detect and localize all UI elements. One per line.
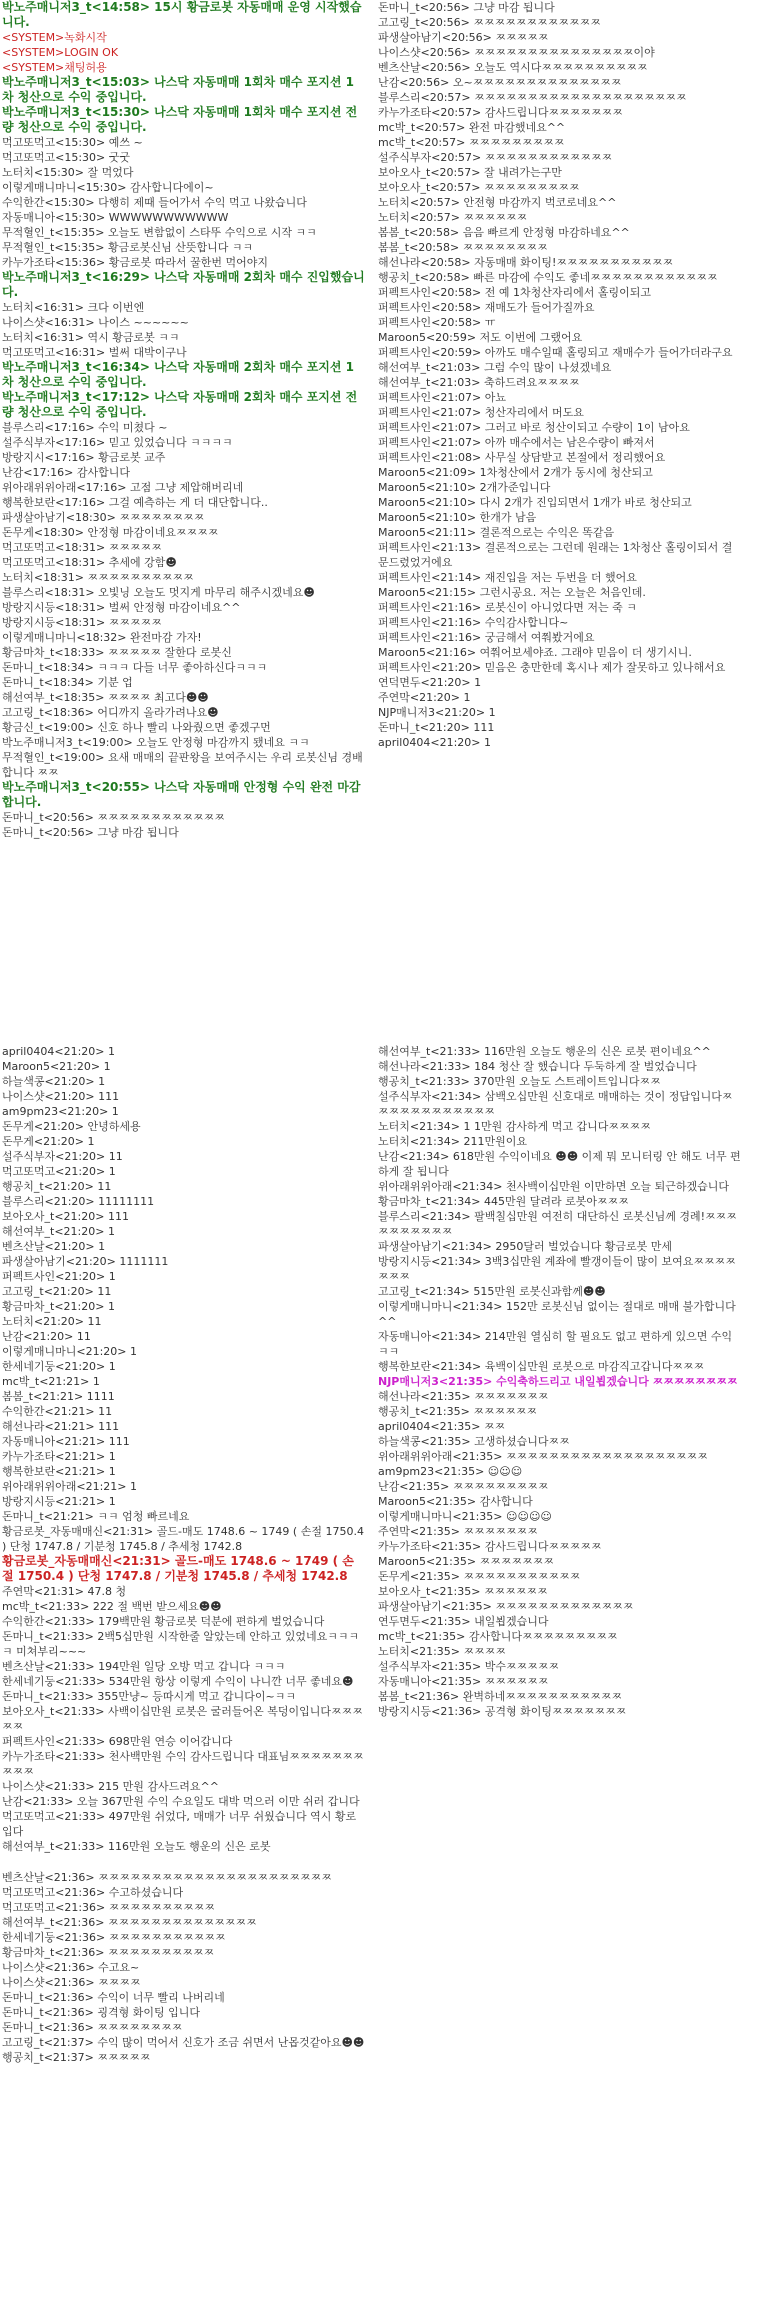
- chat-message: Maroon5<21:10> 2개가준입니다: [378, 481, 551, 494]
- chat-message: 먹고또먹고<21:36> 수고하셨습니다: [2, 1886, 184, 1899]
- chat-message: 해선여부_t<21:33> 116만원 오늘도 행운의 신은 로봇 편이네요^^: [378, 1045, 711, 1058]
- chat-message: 보아오사_t<21:35> ㅉㅉㅉㅉㅉㅉ: [378, 1585, 548, 1598]
- chat-message: 고고링_t<21:34> 515만원 로봇신과함께☻☻: [378, 1285, 606, 1298]
- chat-message: 나이스샷<16:31> 나이스 ~~~~~~: [2, 316, 189, 329]
- chat-message: 카누가조타<21:35> 감사드립니다ㅉㅉㅉㅉㅉ: [378, 1540, 602, 1553]
- chat-message: 먹고또먹고<21:36> ㅉㅉㅉㅉㅉㅉㅉㅉㅉㅉ: [2, 1901, 216, 1914]
- chat-message: NJP매니저3<21:35> 수익축하드리고 내일뵙겠습니다 ㅉㅉㅉㅉㅉㅉㅉㅉ: [378, 1375, 738, 1388]
- chat-message: 박노주매니저3_t<16:29> 나스닥 자동매매 2회차 매수 진입했습니다.: [2, 270, 365, 299]
- chat-message: Maroon5<20:59> 저도 이번에 그랬어요: [378, 331, 583, 344]
- chat-message: 벤츠산날<21:20> 1: [2, 1240, 106, 1253]
- chat-message: 블루스리<18:31> 오빛닝 오늘도 멋지게 마무리 해주시겠네요☻: [2, 586, 315, 599]
- chat-message: 퍼펙트사인<21:07> 그러고 바로 청산이되고 수량이 1이 남아요: [378, 421, 690, 434]
- chat-panel-2[interactable]: [376, 0, 741, 750]
- chat-message: 설주식부자<21:34> 삼백오십만원 신호대로 매매하는 것이 정답입니다ㅉㅉㅉㅉㅉㅉㅉㅉㅉㅉㅉㅉ: [378, 1090, 733, 1118]
- chat-message: 수익한간<15:30> 다행히 제때 들어가서 수익 먹고 나왔습니다: [2, 196, 307, 209]
- chat-message: 해선나라<21:33> 184 청산 잘 했습니다 두둑하게 잘 벌었습니다: [378, 1060, 697, 1073]
- chat-message: 하늘색콩<21:35> 고생하셨습니다ㅉㅉ: [378, 1435, 570, 1448]
- chat-message: 해선나라<20:58> 자동매매 화이팅!ㅉㅉㅉㅉㅉㅉㅉㅉㅉㅉㅉ: [378, 256, 674, 269]
- chat-message: 먹고또먹고<21:33> 497만원 쉬었다, 매매가 너무 쉬웠습니다 역시 황로입다: [2, 1810, 357, 1838]
- chat-message: 수익한간<21:33> 179백만원 황금로봇 덕분에 편하게 벌었습니다: [2, 1615, 325, 1628]
- chat-message: 행공치_t<21:37> ㅉㅉㅉㅉㅉ: [2, 2051, 151, 2064]
- chat-message: 주연막<21:31> 47.8 청: [2, 1585, 127, 1598]
- chat-message: 위아래위위아래<21:21> 1: [2, 1480, 138, 1493]
- chat-message: 돈마니_t<21:20> 111: [378, 721, 495, 734]
- chat-message: 행공치_t<21:20> 11: [2, 1180, 112, 1193]
- chat-message: 돈무게<18:30> 안정형 마감이네요ㅉㅉㅉㅉ: [2, 526, 219, 539]
- chat-message: 블루스리<17:16> 수익 미쳤다 ~: [2, 421, 168, 434]
- chat-message: 난감<21:34> 618만원 수익이네요 ☻☻ 이제 뭐 모니터링 안 해도 너무 편하게 잘 됩니다: [378, 1150, 741, 1178]
- chat-message: 블루스리<20:57> ㅉㅉㅉㅉㅉㅉㅉㅉㅉㅉㅉㅉㅉㅉㅉㅉㅉㅉㅉㅉ: [378, 91, 687, 104]
- chat-message: 노터치<20:57> ㅉㅉㅉㅉㅉㅉ: [378, 211, 528, 224]
- chat-message: 이렇게매니마니<21:20> 1: [2, 1345, 138, 1358]
- chat-panel-1[interactable]: [0, 0, 365, 840]
- chat-message: 고고링_t<21:37> 수익 많이 먹어서 신호가 조금 쉬면서 난몹것같아요☻☻: [2, 2036, 365, 2049]
- chat-message: Maroon5<21:35> 감사합니다: [378, 1495, 533, 1508]
- chat-message: 무적혈인_t<19:00> 요새 매매의 끝판왕을 보여주시는 우리 로봇신님 경배합니다 ㅉㅉ: [2, 751, 363, 779]
- chat-message: 카누가조타<15:36> 황금로봇 따라서 꿀한번 먹어야지: [2, 256, 269, 269]
- chat-message: 난감<20:56> 오~ㅉㅉㅉㅉㅉㅉㅉㅉㅉㅉㅉㅉㅉㅉ: [378, 76, 622, 89]
- chat-message: 퍼펙트사인<21:20> 믿음은 충만한데 혹시나 제가 잘못하고 있나해서요: [378, 661, 726, 674]
- chat-message: 블루스리<21:20> 11111111: [2, 1195, 155, 1208]
- chat-message: 돈마니_t<21:36> 수익이 너무 빨리 나버리네: [2, 1991, 225, 2004]
- chat-message: 돈무게<21:20> 안녕하세용: [2, 1120, 141, 1133]
- chat-message: 박노주매니저3_t<20:55> 나스닥 자동매매 안정형 수익 완전 마감합니다.: [2, 780, 361, 809]
- chat-message: 황금마차_t<18:33> ㅉㅉㅉㅉㅉ 잘한다 로봇신: [2, 646, 232, 659]
- chat-message: 나이스샷<21:33> 215 만원 감사드려요^^: [2, 1780, 219, 1793]
- chat-message: 해선여부_t<18:35> ㅉㅉㅉㅉ 최고다☻☻: [2, 691, 209, 704]
- chat-message: 돈마니_t<21:33> 355만냥~ 등따시게 먹고 갑니다이~ㅋㅋ: [2, 1690, 297, 1703]
- chat-message: 퍼펙트사인<21:16> 궁금해서 여쭤봤거에요: [378, 631, 595, 644]
- chat-message: 벤츠산날<20:56> 오늘도 역시다ㅉㅉㅉㅉㅉㅉㅉㅉㅉㅉ: [378, 61, 648, 74]
- chat-message: 돈마니_t<21:33> 2백5십만원 시작한줄 알았는데 안하고 있었네요ㅋㅋㅋㅋ 미쳐부리~~~: [2, 1630, 360, 1658]
- chat-message: 해선나라<21:35> ㅉㅉㅉㅉㅉㅉㅉ: [378, 1390, 549, 1403]
- chat-message: 이렇게매니마니<21:35> ☺☺☺☺: [378, 1510, 552, 1523]
- chat-message: 황금마차_t<21:34> 445만원 달려라 로봇아ㅉㅉㅉ: [378, 1195, 629, 1208]
- chat-message: Maroon5<21:09> 1차청산에서 2개가 동시에 청산되고: [378, 466, 653, 479]
- chat-message: 노터치<21:34> 1 1만원 감사하게 먹고 갑니다ㅉㅉㅉㅉ: [378, 1120, 651, 1133]
- chat-message: 보아오사_t<21:33> 사백이십만원 로봇은 굴러들어온 복덩이입니다ㅉㅉㅉㅉㅉ: [2, 1705, 363, 1733]
- chat-message: 방랑지시등<21:34> 3백3십만원 계좌에 빨갱이들이 많이 보여요ㅉㅉㅉㅉㅉㅉㅉ: [378, 1255, 736, 1283]
- chat-message: 나이스샷<21:36> ㅉㅉㅉㅉ: [2, 1976, 141, 1989]
- chat-message: 설주식부자<17:16> 믿고 있었습니다 ㅋㅋㅋㅋ: [2, 436, 233, 449]
- chat-message: 행복한보란<21:21> 1: [2, 1465, 116, 1478]
- chat-message: 황금로봇_자동매매신<21:31> 골드-매도 1748.6 ~ 1749 ( 손절 1750.4 ) 단청 1747.8 / 기분청 1745.8 / 추세청 1742.8: [2, 1525, 364, 1553]
- chat-message: 한세네기둥<21:20> 1: [2, 1360, 116, 1373]
- chat-message: mc박_t<20:57> 완전 마감했네요^^: [378, 121, 566, 134]
- chat-message: 위아래위위아래<21:35> ㅉㅉㅉㅉㅉㅉㅉㅉㅉㅉㅉㅉㅉㅉㅉㅉㅉㅉㅉ: [378, 1450, 708, 1463]
- chat-message: 나이스샷<21:36> 수고요~: [2, 1961, 140, 1974]
- chat-message: 노터치<20:57> 안전형 마감까지 벅코로네요^^: [378, 196, 617, 209]
- chat-gap: [0, 1854, 365, 1870]
- chat-message: 파생살아남기<20:56> ㅉㅉㅉㅉㅉ: [378, 31, 549, 44]
- chat-message: 자동매니아<21:34> 214만원 열심히 할 필요도 없고 편하게 있으면 수익ㅋㅋ: [378, 1330, 733, 1358]
- chat-message: 카누가조타<21:21> 1: [2, 1450, 116, 1463]
- chat-message: 노터치<16:31> 역시 황금로봇 ㅋㅋ: [2, 331, 180, 344]
- chat-message: mc박_t<21:35> 감사합니다ㅉㅉㅉㅉㅉㅉㅉㅉㅉ: [378, 1630, 618, 1643]
- chat-message: 퍼펙트사인<21:07> 아뇨: [378, 391, 507, 404]
- chat-message: 벤츠산날<21:36> ㅉㅉㅉㅉㅉㅉㅉㅉㅉㅉㅉㅉㅉㅉㅉㅉㅉㅉㅉㅉㅉㅉ: [2, 1871, 332, 1884]
- chat-message: 퍼펙트사인<21:07> 청산자리에서 머도요: [378, 406, 584, 419]
- chat-message: 설주식부자<20:57> ㅉㅉㅉㅉㅉㅉㅉㅉㅉㅉㅉㅉ: [378, 151, 613, 164]
- chat-message: 난감<21:33> 오늘 367만원 수익 수요일도 대박 먹으러 이만 쉬러 갑니다: [2, 1795, 360, 1808]
- chat-message: Maroon5<21:11> 결론적으로는 수익은 똑같음: [378, 526, 615, 539]
- chat-message: 퍼펙트사인<20:58> ㅠ: [378, 316, 496, 329]
- chat-message: 퍼펙트사인<21:20> 1: [2, 1270, 116, 1283]
- chat-message: 행복한보란<17:16> 그걸 예측하는 게 더 대단합니다..: [2, 496, 268, 509]
- chat-message: 위아래위위아래<17:16> 고점 그냥 제압해버리네: [2, 481, 244, 494]
- chat-message: 박노주매니저3_t<15:03> 나스닥 자동매매 1회차 매수 포지션 1차 청산으로 수익 중입니다.: [2, 75, 354, 104]
- chat-message: 돈마니_t<20:56> ㅉㅉㅉㅉㅉㅉㅉㅉㅉㅉㅉㅉ: [2, 811, 225, 824]
- chat-message: Maroon5<21:10> 다시 2개가 진입되면서 1개가 바로 청산되고: [378, 496, 692, 509]
- chat-message: 난감<21:20> 11: [2, 1330, 91, 1343]
- chat-message: 위아래위위아래<21:34> 천사백이십만원 이만하면 오늘 퇴근하겠습니다: [378, 1180, 730, 1193]
- chat-message: 파생살아남기<21:35> ㅉㅉㅉㅉㅉㅉㅉㅉㅉㅉㅉㅉㅉ: [378, 1600, 634, 1613]
- chat-message: 해선여부_t<21:20> 1: [2, 1225, 115, 1238]
- chat-message: 황금로봇_자동매매신<21:31> 골드-매도 1748.6 ~ 1749 ( 손절 1750.4 ) 단청 1747.8 / 기분청 1745.8 / 추세청 1742.8: [2, 1554, 354, 1583]
- chat-message: 난감<21:35> ㅉㅉㅉㅉㅉㅉㅉㅉㅉ: [378, 1480, 549, 1493]
- chat-message: 봄봄_t<20:58> 음음 빠르게 안정형 마감하네요^^: [378, 226, 630, 239]
- chat-message: 설주식부자<21:35> 박수ㅉㅉㅉㅉㅉ: [378, 1660, 560, 1673]
- chat-message: 노터치<21:20> 11: [2, 1315, 102, 1328]
- chat-message: 황금신_t<19:00> 신호 하나 빨리 나와줬으면 좋겠구먼: [2, 721, 271, 734]
- chat-message: 노터치<18:31> ㅉㅉㅉㅉㅉㅉㅉㅉㅉㅉ: [2, 571, 194, 584]
- chat-message: mc박_t<20:57> ㅉㅉㅉㅉㅉㅉㅉㅉㅉ: [378, 136, 565, 149]
- chat-message: 하늘색콩<21:20> 1: [2, 1075, 106, 1088]
- chat-message: 나이스샷<21:20> 111: [2, 1090, 120, 1103]
- chat-message: 퍼펙트사인<21:16> 수익감사합니다~: [378, 616, 569, 629]
- chat-message: 박노주매니저3_t<19:00> 오늘도 안정형 마감까지 됐네요 ㅋㅋ: [2, 736, 310, 749]
- chat-message: 주연막<21:20> 1: [378, 691, 471, 704]
- chat-message: 방랑지시등<18:31> 벌써 안정형 마감이네요^^: [2, 601, 241, 614]
- chat-message: 해선여부_t<21:03> 축하드려요ㅉㅉㅉㅉ: [378, 376, 580, 389]
- chat-message: 먹고또먹고<15:30> 예쓰 ~: [2, 136, 143, 149]
- chat-message: Maroon5<21:10> 한개가 남음: [378, 511, 537, 524]
- chat-message: 노터치<16:31> 크다 이번엔: [2, 301, 145, 314]
- chat-message: 퍼펙트사인<21:07> 아까 매수에서는 남은수량이 빠져서: [378, 436, 655, 449]
- chat-message: 돈마니_t<21:21> ㅋㅋ 엄청 빠르네요: [2, 1510, 190, 1523]
- chat-message: 행공치_t<21:35> ㅉㅉㅉㅉㅉㅉ: [378, 1405, 538, 1418]
- chat-message: 보아오사_t<20:57> 잘 내려가는구만: [378, 166, 562, 179]
- chat-message: 퍼펙트사인<21:14> 재진입을 저는 두번을 더 했어요: [378, 571, 637, 584]
- chat-message: 퍼펙트사인<20:59> 아까도 매수일때 홀링되고 재매수가 들어가더라구요: [378, 346, 733, 359]
- chat-message: Maroon5<21:20> 1: [2, 1060, 111, 1073]
- chat-message: 카누가조타<20:57> 감사드립니다ㅉㅉㅉㅉㅉㅉㅉ: [378, 106, 623, 119]
- chat-message: am9pm23<21:35> ☺☺☺: [378, 1465, 523, 1478]
- chat-message: 연덕면두<21:20> 1: [378, 676, 482, 689]
- chat-message: 돈무게<21:35> ㅉㅉㅉㅉㅉㅉㅉㅉㅉㅉㅉ: [378, 1570, 581, 1583]
- chat-message: 행공치_t<21:33> 370만원 오늘도 스트레이트입니다ㅉㅉ: [378, 1075, 661, 1088]
- chat-message: 방랑지시등<18:31> ㅉㅉㅉㅉㅉ: [2, 616, 162, 629]
- chat-message: 주연막<21:35> ㅉㅉㅉㅉㅉㅉㅉ: [378, 1525, 538, 1538]
- chat-message: 파생살아남기<21:20> 1111111: [2, 1255, 169, 1268]
- chat-message: 돈마니_t<20:56> 그냥 마감 됩니다: [2, 826, 179, 839]
- chat-message: 황금마차_t<21:20> 1: [2, 1300, 115, 1313]
- chat-message: 고고링_t<18:36> 어디까지 올라가려나요☻: [2, 706, 219, 719]
- chat-message: 돈마니_t<21:36> ㅉㅉㅉㅉㅉㅉㅉㅉ: [2, 2021, 183, 2034]
- chat-message: 카누가조타<21:33> 천사백만원 수익 감사드립니다 대표님ㅉㅉㅉㅉㅉㅉㅉㅉㅉㅉ: [2, 1750, 364, 1778]
- chat-message: 퍼펙트사인<21:13> 결론적으로는 그런데 원래는 1차청산 홀링이되서 결문드렸었거에요: [378, 541, 733, 569]
- chat-message: 블루스리<21:34> 팔백칠십만원 여전히 대단하신 로봇신님께 경례!ㅉㅉㅉㅉㅉㅉㅉㅉㅉㅉ: [378, 1210, 737, 1238]
- chat-message: 돈무게<21:20> 1: [2, 1135, 95, 1148]
- chat-panel-4[interactable]: [376, 1044, 741, 1719]
- chat-message: 먹고또먹고<18:31> 추세에 강함☻: [2, 556, 177, 569]
- chat-message: 행복한보란<21:34> 육백이십만원 로봇으로 마감직고갑니다ㅉㅉㅉ: [378, 1360, 705, 1373]
- chat-message: 먹고또먹고<16:31> 벌써 대박이구나: [2, 346, 187, 359]
- chat-message: 무적혈인_t<15:35> 오늘도 변함없이 스타뚜 수익으로 시작 ㅋㅋ: [2, 226, 317, 239]
- chat-message: 자동매니아<21:35> ㅉㅉㅉㅉㅉㅉ: [378, 1675, 549, 1688]
- chat-message: 해선여부_t<21:33> 116만원 오늘도 행운의 신은 로봇: [2, 1840, 271, 1853]
- chat-message: am9pm23<21:20> 1: [2, 1105, 119, 1118]
- chat-message: 고고링_t<20:56> ㅉㅉㅉㅉㅉㅉㅉㅉㅉㅉㅉㅉ: [378, 16, 601, 29]
- chat-message: 노터치<21:35> ㅉㅉㅉㅉ: [378, 1645, 507, 1658]
- chat-message: 먹고또먹고<21:20> 1: [2, 1165, 116, 1178]
- chat-message: april0404<21:20> 1: [378, 736, 491, 749]
- chat-message: 이렇게매니마니<21:34> 152만 로봇신님 없이는 절대로 매매 불가합니다^^: [378, 1300, 736, 1328]
- chat-message: 자동매니아<15:30> WWWWWWWWWWW: [2, 211, 229, 224]
- chat-message: 해선여부_t<21:36> ㅉㅉㅉㅉㅉㅉㅉㅉㅉㅉㅉㅉㅉㅉ: [2, 1916, 257, 1929]
- chat-message: april0404<21:35> ㅉㅉ: [378, 1420, 506, 1433]
- chat-message: 퍼펙트사인<21:16> 로봇신이 아니었다면 저는 죽 ㅋ: [378, 601, 637, 614]
- chat-message: 나이스샷<20:56> ㅉㅉㅉㅉㅉㅉㅉㅉㅉㅉㅉㅉㅉㅉㅉ이야: [378, 46, 655, 59]
- chat-message: 방랑지시등<21:21> 1: [2, 1495, 116, 1508]
- chat-message: 보아오사_t<21:20> 111: [2, 1210, 129, 1223]
- chat-message: 고고링_t<21:20> 11: [2, 1285, 112, 1298]
- chat-message: 돈마니_t<18:34> ㅋㅋㅋ 다들 너무 좋아하신다ㅋㅋㅋ: [2, 661, 268, 674]
- chat-message: 노터치<15:30> 잘 먹었다: [2, 166, 134, 179]
- chat-message: 한세네기둥<21:33> 534만원 항상 이렇게 수익이 나니깐 너무 좋네요☻: [2, 1675, 354, 1688]
- chat-message: 해선여부_t<21:03> 그럼 수익 많이 나셨겠네요: [378, 361, 612, 374]
- chat-message: 노터치<21:34> 211만원이요: [378, 1135, 528, 1148]
- chat-panel-3[interactable]: [0, 1044, 365, 2065]
- chat-message: 돈마니_t<18:34> 기분 업: [2, 676, 133, 689]
- chat-message: 연두면두<21:35> 내일뵙겠습니다: [378, 1615, 549, 1628]
- chat-message: 보아오사_t<20:57> ㅉㅉㅉㅉㅉㅉㅉㅉㅉ: [378, 181, 580, 194]
- chat-message: 돈마니_t<20:56> 그냥 마감 됩니다: [378, 1, 555, 14]
- chat-message: 자동매니아<21:21> 111: [2, 1435, 130, 1448]
- system-message: <SYSTEM>녹화시작: [2, 31, 107, 44]
- chat-message: Maroon5<21:35> ㅉㅉㅉㅉㅉㅉㅉ: [378, 1555, 554, 1568]
- chat-message: 먹고또먹고<18:31> ㅉㅉㅉㅉㅉ: [2, 541, 162, 554]
- chat-message: 황금마차_t<21:36> ㅉㅉㅉㅉㅉㅉㅉㅉㅉㅉ: [2, 1946, 215, 1959]
- chat-message: 박노주매니저3_t<15:30> 나스닥 자동매매 1회차 매수 포지션 전량 청산으로 수익 중입니다.: [2, 105, 358, 134]
- chat-message: 해선나라<21:21> 111: [2, 1420, 120, 1433]
- chat-message: 돈마니_t<21:36> 굉격형 화이팅 입니다: [2, 2006, 200, 2019]
- chat-message: 봄봄_t<20:58> ㅉㅉㅉㅉㅉㅉㅉㅉ: [378, 241, 548, 254]
- chat-message: 무적혈인_t<15:35> 황금로봇신님 산뜻합니다 ㅋㅋ: [2, 241, 254, 254]
- chat-message: 이렇게매니마니<15:30> 감사합니다에이~: [2, 181, 214, 194]
- chat-message: 봄봄_t<21:36> 완벽하네ㅉㅉㅉㅉㅉㅉㅉㅉㅉㅉㅉ: [378, 1690, 623, 1703]
- chat-message: 봄봄_t<21:21> 1111: [2, 1390, 115, 1403]
- chat-message: april0404<21:20> 1: [2, 1045, 115, 1058]
- chat-message: 수익한간<21:21> 11: [2, 1405, 113, 1418]
- chat-message: 방랑지시등<21:36> 공격형 화이팅ㅉㅉㅉㅉㅉㅉㅉ: [378, 1705, 627, 1718]
- chat-message: 설주식부자<21:20> 11: [2, 1150, 123, 1163]
- chat-message: 박노주매니저3_t<17:12> 나스닥 자동매매 2회차 매수 포지션 전량 청산으로 수익 중입니다.: [2, 390, 358, 419]
- system-message: <SYSTEM>LOGIN OK: [2, 46, 119, 59]
- chat-message: 박노주매니저3_t<16:34> 나스닥 자동매매 2회차 매수 포지션 1차 청산으로 수익 중입니다.: [2, 360, 354, 389]
- chat-message: 방랑지시<17:16> 황금로봇 교주: [2, 451, 166, 464]
- chat-message: 먹고또먹고<15:30> 굿굿: [2, 151, 131, 164]
- chat-message: 퍼펙트사인<21:33> 698만원 연승 이어갑니다: [2, 1735, 233, 1748]
- chat-message: NJP매니저3<21:20> 1: [378, 706, 496, 719]
- chat-message: 퍼펙트사인<21:08> 사무실 상담받고 본절에서 정리했어요: [378, 451, 666, 464]
- chat-message: 퍼펙트사인<20:58> 전 예 1차청산자리에서 홀링이되고: [378, 286, 652, 299]
- chat-message: Maroon5<21:15> 그런시공요. 저는 오늘은 처음인데.: [378, 586, 646, 599]
- chat-message: 이렇게매니마니<18:32> 완전마감 가자!: [2, 631, 202, 644]
- chat-message: 파생살아남기<18:30> ㅉㅉㅉㅉㅉㅉㅉㅉ: [2, 511, 205, 524]
- chat-message: 박노주매니저3_t<14:58> 15시 황금로봇 자동매매 운영 시작했습니다.: [2, 0, 362, 29]
- chat-message: mc박_t<21:21> 1: [2, 1375, 100, 1388]
- chat-message: 퍼펙트사인<20:58> 재매도가 들어가질까요: [378, 301, 595, 314]
- system-message: <SYSTEM>채팅허용: [2, 61, 107, 74]
- chat-message: 파생살아남기<21:34> 2950달러 벌었습니다 황금로봇 만세: [378, 1240, 673, 1253]
- chat-message: Maroon5<21:16> 여쭤어보세야죠. 그래야 믿음이 더 생기시니.: [378, 646, 692, 659]
- chat-message: mc박_t<21:33> 222 절 백번 받으세요☻☻: [2, 1600, 222, 1613]
- chat-message: 난감<17:16> 감사합니다: [2, 466, 131, 479]
- chat-message: 한세네기둥<21:36> ㅉㅉㅉㅉㅉㅉㅉㅉㅉㅉㅉ: [2, 1931, 226, 1944]
- chat-message: 벤츠산날<21:33> 194만원 일당 오방 먹고 갑니다 ㅋㅋㅋ: [2, 1660, 286, 1673]
- chat-message: 행공치_t<20:58> 빠른 마감에 수익도 좋네ㅉㅉㅉㅉㅉㅉㅉㅉㅉㅉㅉㅉ: [378, 271, 718, 284]
